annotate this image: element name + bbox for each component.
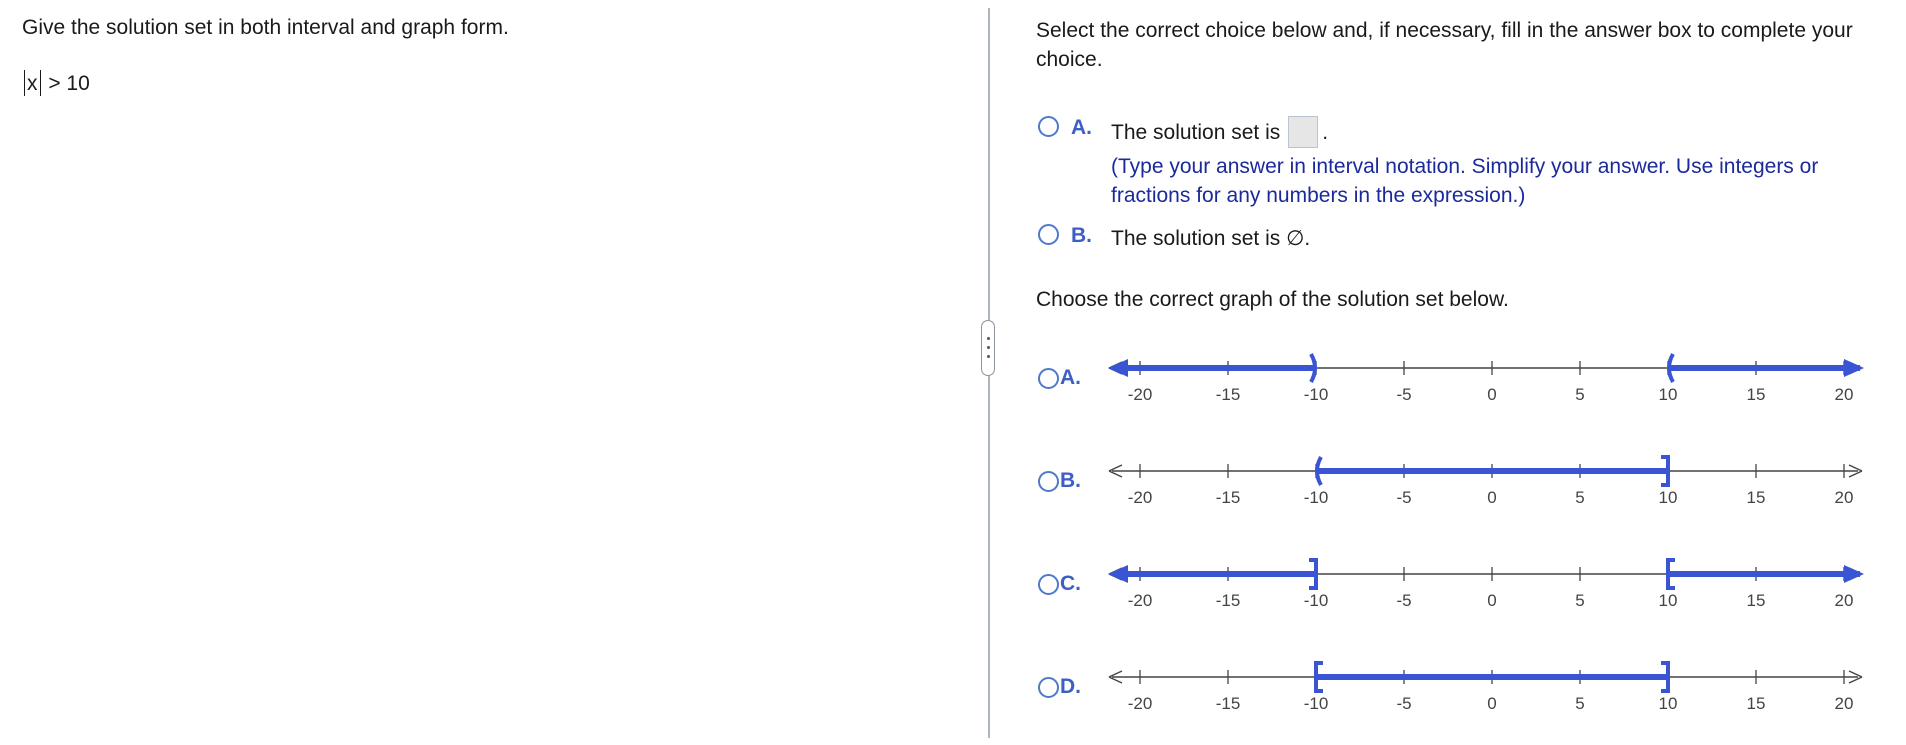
graph-choice-d-radio[interactable] xyxy=(1038,677,1059,698)
axis-tick-label: 20 xyxy=(1834,488,1854,507)
axis-tick-label: 5 xyxy=(1575,694,1585,713)
interval-choice-a-text: The solution set is xyxy=(1111,121,1281,144)
abs-bar-right xyxy=(40,70,41,96)
number-line-c xyxy=(1106,554,1866,610)
interval-choice-a-period: . xyxy=(1322,121,1329,144)
interval-answer-box[interactable] xyxy=(1288,116,1318,148)
number-line-d xyxy=(1106,657,1866,713)
axis-tick-label: 0 xyxy=(1487,591,1497,610)
axis-tick-label: -5 xyxy=(1396,385,1412,404)
graph-choice-b-radio[interactable] xyxy=(1038,471,1059,492)
axis-tick-label: -20 xyxy=(1127,591,1153,610)
axis-tick-label: 20 xyxy=(1834,591,1854,610)
question-prompt: Give the solution set in both interval and graph form. xyxy=(22,16,509,39)
solution-arrow-right xyxy=(1844,359,1864,377)
handle-dot xyxy=(987,346,990,349)
graph-choice-b-letter: B. xyxy=(1060,469,1081,492)
axis-tick-label: -20 xyxy=(1127,694,1153,713)
axis-tick-label: 10 xyxy=(1658,488,1678,507)
axis-tick-label: -10 xyxy=(1303,488,1329,507)
equation-variable: x xyxy=(27,72,38,95)
handle-dot xyxy=(987,355,990,358)
axis-tick-label: -10 xyxy=(1303,694,1329,713)
handle-dot xyxy=(987,337,990,340)
graph-choice-d-letter: D. xyxy=(1060,675,1081,698)
axis-tick-label: 15 xyxy=(1746,694,1766,713)
axis-tick-label: -20 xyxy=(1127,385,1153,404)
axis-tick-label: -5 xyxy=(1396,591,1412,610)
axis-tick-label: 15 xyxy=(1746,591,1766,610)
interval-choice-a-letter: A. xyxy=(1071,116,1092,139)
axis-tick-label: -10 xyxy=(1303,385,1329,404)
graph-prompt: Choose the correct graph of the solution set below. xyxy=(1036,288,1509,311)
axis-tick-label: -10 xyxy=(1303,591,1329,610)
axis-tick-label: -15 xyxy=(1215,385,1241,404)
axis-tick-label: 10 xyxy=(1658,694,1678,713)
interval-choice-b-radio[interactable] xyxy=(1038,224,1059,245)
graph-choice-c-radio[interactable] xyxy=(1038,574,1059,595)
axis-tick-label: 0 xyxy=(1487,385,1497,404)
number-line-b xyxy=(1106,451,1866,507)
axis-tick-label: 10 xyxy=(1658,385,1678,404)
solution-arrow-left xyxy=(1108,359,1128,377)
axis-tick-label: 20 xyxy=(1834,385,1854,404)
solution-arrow-left xyxy=(1108,565,1128,583)
axis-tick-label: -15 xyxy=(1215,694,1241,713)
number-line-a xyxy=(1106,348,1866,404)
interval-choice-a-hint: (Type your answer in interval notation. Simplify your answer. Use integers or fractions for any numbers in the expression.) xyxy=(1111,155,1819,207)
pane-resize-handle[interactable] xyxy=(981,320,995,376)
axis-tick-label: 5 xyxy=(1575,385,1585,404)
interval-choice-b[interactable] xyxy=(1038,224,1310,253)
graph-choice-a-radio[interactable] xyxy=(1038,368,1059,389)
graph-choice-a-letter: A. xyxy=(1060,366,1081,389)
graph-choice-c-letter: C. xyxy=(1060,572,1081,595)
axis-tick-label: -15 xyxy=(1215,488,1241,507)
axis-tick-label: 15 xyxy=(1746,385,1766,404)
interval-choice-a-radio[interactable] xyxy=(1038,116,1059,137)
axis-tick-label: -5 xyxy=(1396,488,1412,507)
axis-tick-label: -5 xyxy=(1396,694,1412,713)
interval-choice-b-text: The solution set is ∅. xyxy=(1111,227,1311,250)
axis-tick-label: 15 xyxy=(1746,488,1766,507)
axis-tick-label: 20 xyxy=(1834,694,1854,713)
axis-tick-label: 5 xyxy=(1575,591,1585,610)
question-equation xyxy=(22,70,90,96)
interval-choice-b-letter: B. xyxy=(1071,224,1092,247)
abs-bar-left xyxy=(24,70,25,96)
answer-pane xyxy=(1036,0,1886,745)
solution-arrow-right xyxy=(1844,565,1864,583)
axis-tick-label: 5 xyxy=(1575,488,1585,507)
axis-tick-label: 0 xyxy=(1487,488,1497,507)
interval-choice-a[interactable] xyxy=(1038,116,1871,210)
answer-instructions: Select the correct choice below and, if necessary, fill in the answer box to complete your choice. xyxy=(1036,19,1853,71)
axis-tick-label: -20 xyxy=(1127,488,1153,507)
axis-tick-label: 0 xyxy=(1487,694,1497,713)
equation-inequality: > 10 xyxy=(42,72,90,95)
axis-tick-label: -15 xyxy=(1215,591,1241,610)
axis-tick-label: 10 xyxy=(1658,591,1678,610)
